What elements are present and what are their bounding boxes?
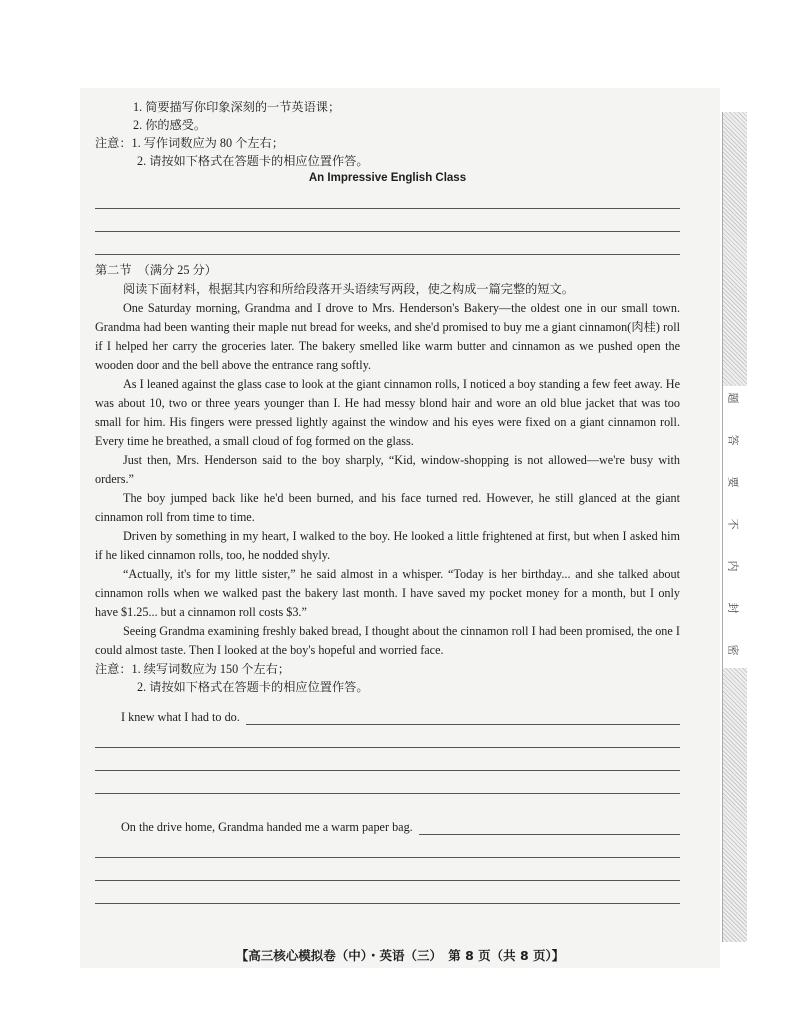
note-2: 2. 请按如下格式在答题卡的相应位置作答。 bbox=[137, 154, 369, 168]
story-paragraph-1: One Saturday morning, Grandma and I drove to Mrs. Henderson's Bakery—the oldest one in our small town. Grandma had been wanting their maple nut bread for weeks, and she'd promised to buy me a giant cinnamon(肉桂) roll if I helped her carry the groceries later. The bakery smelled like warm butter and cinnamon as we pushed open the wooden door and the bell above the entrance rang softly. bbox=[95, 301, 680, 372]
seal-char: 内 bbox=[726, 560, 740, 572]
answer-line[interactable] bbox=[95, 835, 680, 858]
answer-line[interactable] bbox=[95, 748, 680, 771]
seal-char: 不 bbox=[726, 518, 740, 530]
answer-line[interactable] bbox=[246, 710, 680, 725]
page-footer: 【高三核心模拟卷（中）・英语（三） 第 8 页（共 8 页）】 bbox=[235, 948, 565, 963]
story-paragraph-6: “Actually, it's for my little sister,” he said almost in a whisper. “Today is her birthday... and she talked about cinnamon rolls when we walked past the bakery last month. I have saved my pocket money for a month, but I only have $1.25... but a cinnamon roll costs $3.” bbox=[95, 567, 680, 619]
starter-text-1: I knew what I had to do. bbox=[121, 710, 240, 724]
story-paragraph-5: Driven by something in my heart, I walked to the boy. He looked a little frightened at first, but when I asked him if he liked cinnamon rolls, too, he nodded shyly. bbox=[95, 529, 680, 562]
answer-line[interactable] bbox=[95, 858, 680, 881]
answer-line[interactable] bbox=[419, 820, 680, 835]
requirement-2: 2. 你的感受。 bbox=[133, 118, 207, 132]
section-two-instruction: 阅读下面材料，根据其内容和所给段落开头语续写两段，使之构成一篇完整的短文。 bbox=[123, 282, 574, 296]
seal-notice bbox=[722, 386, 747, 668]
note-1: 注意：1. 写作词数应为 80 个左右； bbox=[95, 136, 284, 150]
continuation-note-2: 2. 请按如下格式在答题卡的相应位置作答。 bbox=[137, 680, 369, 694]
seal-char: 密 bbox=[726, 644, 740, 656]
seal-char: 封 bbox=[726, 602, 740, 614]
seal-char: 题 bbox=[726, 392, 740, 404]
answer-line[interactable] bbox=[95, 209, 680, 232]
essay-title: An Impressive English Class bbox=[308, 172, 467, 184]
answer-line[interactable] bbox=[95, 232, 680, 255]
answer-line[interactable] bbox=[95, 771, 680, 794]
story-paragraph-2: As I leaned against the glass case to look at the giant cinnamon rolls, I noticed a boy standing a few feet away. He was about 10, two or three years younger than I. He had messy blond hair and wore an old blue jacket that was too small for him. His fingers were pressed lightly against the window and his eyes were fixed on a giant cinnamon roll. Every time he breathed, a small cloud of fog formed on the glass. bbox=[95, 377, 680, 448]
section-two-header: 第二节 （满分 25 分） bbox=[95, 263, 217, 277]
requirement-1: 1. 简要描写你印象深刻的一节英语课； bbox=[133, 100, 341, 114]
exam-content bbox=[95, 98, 680, 904]
story-paragraph-4: The boy jumped back like he'd been burned, and his face turned red. However, he still glanced at the giant cinnamon roll from time to time. bbox=[95, 491, 680, 524]
paragraph-starter-2 bbox=[95, 820, 680, 835]
starter-text-2: On the drive home, Grandma handed me a warm paper bag. bbox=[121, 820, 413, 834]
paragraph-starter-1 bbox=[95, 710, 680, 725]
seal-char: 要 bbox=[726, 476, 740, 488]
continuation-note-1: 注意：1. 续写词数应为 150 个左右； bbox=[95, 662, 290, 676]
answer-line[interactable] bbox=[95, 194, 680, 209]
seal-char: 答 bbox=[726, 434, 740, 446]
answer-line[interactable] bbox=[95, 725, 680, 748]
story-paragraph-7: Seeing Grandma examining freshly baked bread, I thought about the cinnamon roll I had been promised, the one I could almost taste. Then I looked at the boy's hopeful and worried face. bbox=[95, 624, 680, 657]
story-paragraph-3: Just then, Mrs. Henderson said to the boy sharply, “Kid, window-shopping is not allowed—we're busy with orders.” bbox=[95, 453, 680, 486]
answer-line[interactable] bbox=[95, 881, 680, 904]
